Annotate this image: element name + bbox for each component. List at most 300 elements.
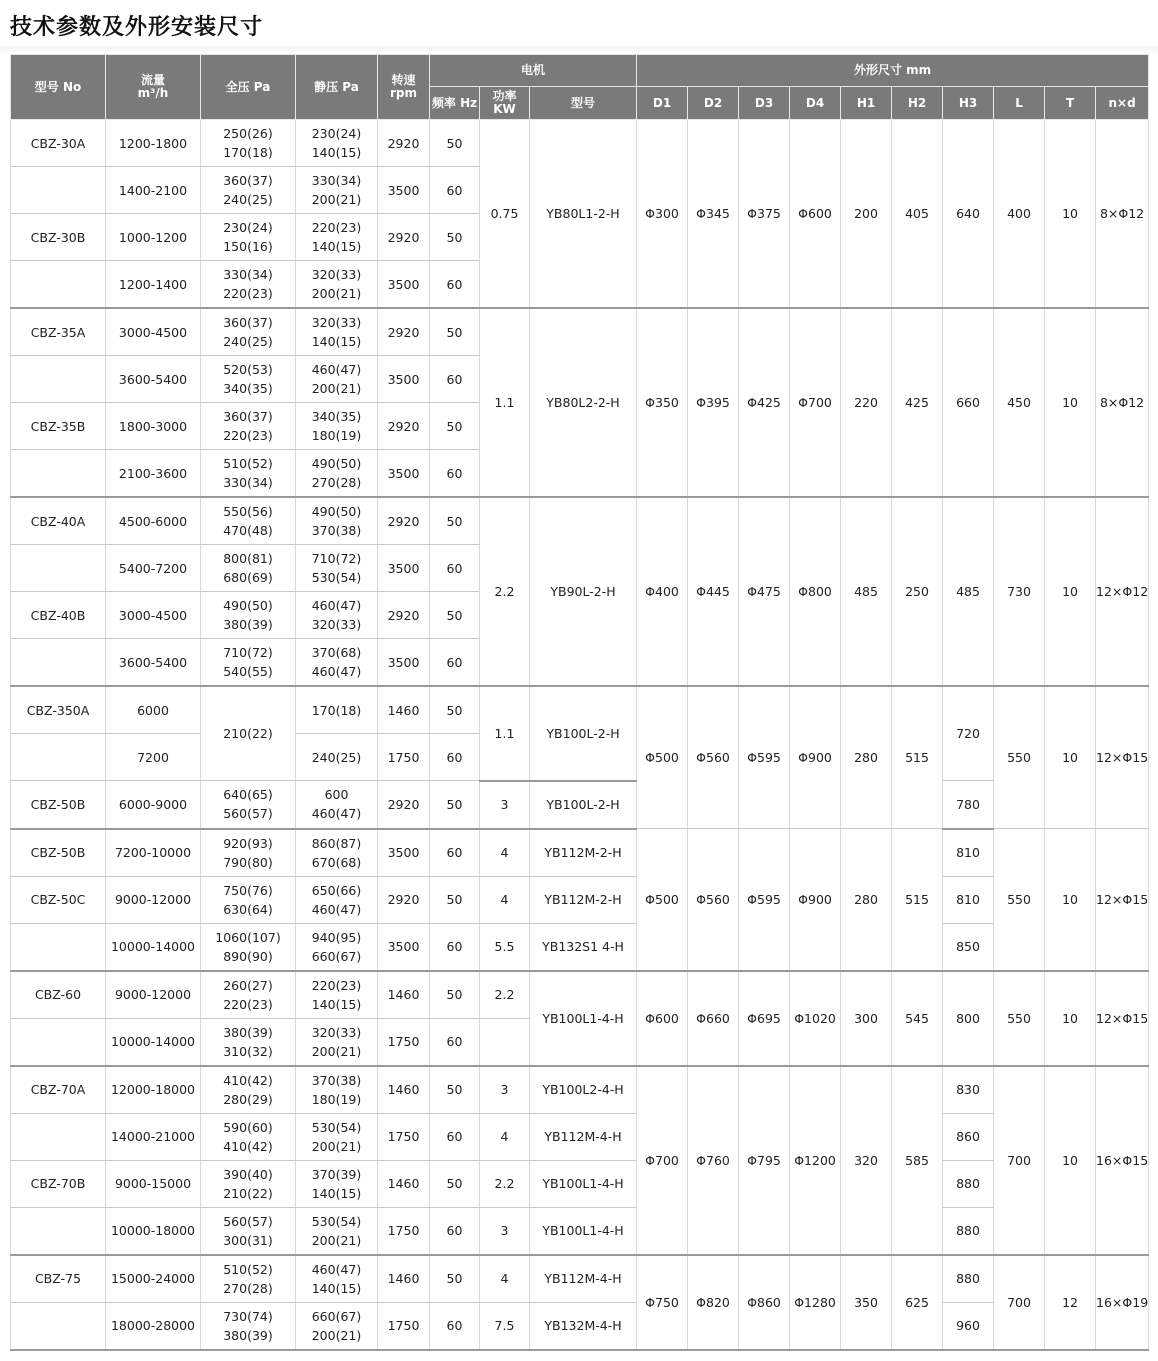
- static-pressure-cell: [296, 403, 378, 450]
- static-pressure-cell-upper: 650(66): [311, 882, 362, 898]
- total-pressure-cell-lower: 270(28): [223, 1280, 273, 1296]
- header-power-unit: KW: [493, 102, 516, 116]
- freq-cell: 60: [430, 923, 480, 971]
- dim-t-cell: 10: [1045, 120, 1096, 309]
- static-pressure-cell: [296, 734, 378, 781]
- dim-l-cell: 550: [994, 686, 1045, 829]
- dim-h3-cell: 830: [943, 1066, 994, 1114]
- total-pressure-cell-lower: 300(31): [223, 1232, 273, 1248]
- header-dimensions: 外形尺寸 mm: [637, 55, 1149, 87]
- dim-l-cell: 450: [994, 308, 1045, 497]
- static-pressure-cell: [296, 450, 378, 498]
- motor-model-cell: YB100L-2-H: [530, 781, 637, 829]
- static-pressure-cell-lower: 530(54): [311, 570, 362, 585]
- dim-nxd-cell: 16×Φ15: [1096, 1066, 1149, 1255]
- table-row: [11, 1113, 1149, 1160]
- freq-cell: 50: [430, 1066, 480, 1114]
- flow-cell: 15000-24000: [106, 1255, 201, 1303]
- rpm-cell: 2920: [378, 592, 430, 639]
- header-power-label: 功率: [492, 89, 517, 103]
- flow-cell: 6000-9000: [106, 781, 201, 829]
- flow-cell: 9000-12000: [106, 876, 201, 923]
- total-pressure-cell-lower: 560(57): [223, 806, 273, 822]
- static-pressure-cell-upper: 170(18): [311, 702, 362, 718]
- total-pressure-cell: [201, 450, 296, 498]
- total-pressure-cell-upper: 230(24): [223, 220, 273, 235]
- rpm-cell: 1460: [378, 1255, 430, 1303]
- static-pressure-cell-lower: 670(68): [311, 854, 362, 870]
- model-cell: CBZ-350A: [11, 686, 106, 734]
- freq-cell: 50: [430, 497, 480, 545]
- total-pressure-cell-lower: 330(34): [223, 475, 273, 490]
- dim-t-cell: 12: [1045, 1255, 1096, 1350]
- freq-cell: 50: [430, 592, 480, 639]
- power-cell: 1.1: [480, 686, 530, 781]
- dim-t-cell: 10: [1045, 686, 1096, 829]
- model-cell: CBZ-70B: [11, 1160, 106, 1207]
- model-cell: [11, 261, 106, 309]
- header-power: [480, 87, 530, 120]
- static-pressure-cell-upper: 460(47): [311, 1261, 362, 1277]
- dim-h3-cell: 810: [943, 829, 994, 877]
- freq-cell: 60: [430, 450, 480, 498]
- table-row: [11, 923, 1149, 971]
- static-pressure-cell: [296, 781, 378, 829]
- static-pressure-cell-upper: 220(23): [311, 977, 362, 993]
- freq-cell: 60: [430, 1207, 480, 1255]
- static-pressure-cell: [296, 1018, 378, 1066]
- static-pressure-cell-lower: 320(33): [311, 617, 362, 632]
- static-pressure-cell-upper: 370(39): [311, 1166, 362, 1182]
- total-pressure-cell-upper: 210(22): [223, 726, 273, 741]
- model-cell: [11, 356, 106, 403]
- static-pressure-cell: [296, 261, 378, 309]
- motor-model-cell: YB80L1-2-H: [530, 120, 637, 309]
- header-d3: D3: [739, 87, 790, 120]
- static-pressure-cell-upper: 600: [324, 787, 349, 803]
- model-cell: [11, 1302, 106, 1350]
- static-pressure-cell: [296, 214, 378, 261]
- power-cell: 2.2: [480, 497, 530, 686]
- flow-cell: 3600-5400: [106, 639, 201, 687]
- power-cell: 4: [480, 1255, 530, 1303]
- flow-cell: 3000-4500: [106, 308, 201, 356]
- rpm-cell: 3500: [378, 450, 430, 498]
- total-pressure-cell-upper: 590(60): [223, 1119, 273, 1135]
- freq-cell: 60: [430, 356, 480, 403]
- dim-h3-cell: 720: [943, 686, 994, 781]
- dim-d3-cell: Φ425: [739, 308, 790, 497]
- dim-d4-cell: Φ900: [790, 686, 841, 829]
- dim-h3-cell: 810: [943, 876, 994, 923]
- flow-cell: 1800-3000: [106, 403, 201, 450]
- static-pressure-cell: [296, 971, 378, 1019]
- total-pressure-cell: [201, 592, 296, 639]
- dim-h3-cell: 880: [943, 1160, 994, 1207]
- static-pressure-cell-lower: 140(15): [311, 145, 362, 160]
- total-pressure-cell-upper: 390(40): [223, 1166, 273, 1182]
- dim-d2-cell: Φ345: [688, 120, 739, 309]
- flow-cell: 12000-18000: [106, 1066, 201, 1114]
- dim-d1-cell: Φ300: [637, 120, 688, 309]
- static-pressure-cell-lower: 460(47): [311, 664, 362, 679]
- table-row: [11, 829, 1149, 877]
- power-cell: 3: [480, 1066, 530, 1114]
- static-pressure-cell-upper: 860(87): [311, 835, 362, 851]
- dim-h3-cell: 640: [943, 120, 994, 309]
- flow-cell: 5400-7200: [106, 545, 201, 592]
- header-model: 型号 No: [11, 55, 106, 120]
- model-cell: CBZ-30B: [11, 214, 106, 261]
- rpm-cell: 3500: [378, 923, 430, 971]
- header-d2: D2: [688, 87, 739, 120]
- static-pressure-cell-upper: 940(95): [311, 929, 362, 945]
- total-pressure-cell-upper: 550(56): [223, 504, 273, 519]
- rpm-cell: 1460: [378, 686, 430, 734]
- total-pressure-cell-lower: 630(64): [223, 901, 273, 917]
- static-pressure-cell-lower: 460(47): [311, 901, 362, 917]
- total-pressure-cell-lower: 170(18): [223, 145, 273, 160]
- dim-h2-cell: 515: [892, 829, 943, 971]
- freq-cell: 60: [430, 1302, 480, 1350]
- static-pressure-cell-lower: 200(21): [311, 381, 362, 396]
- dim-nxd-cell: 8×Φ12: [1096, 120, 1149, 309]
- flow-cell: 1400-2100: [106, 167, 201, 214]
- header-flow-label: 流量: [140, 73, 165, 87]
- model-cell: CBZ-50B: [11, 781, 106, 829]
- model-cell: [11, 734, 106, 781]
- flow-cell: 1200-1400: [106, 261, 201, 309]
- header-motor-model: 型号: [530, 87, 637, 120]
- table-row: [11, 1207, 1149, 1255]
- static-pressure-cell: [296, 1302, 378, 1350]
- total-pressure-cell-upper: 510(52): [223, 456, 273, 471]
- power-cell: 2.2: [480, 971, 530, 1019]
- dim-nxd-cell: 12×Φ12: [1096, 497, 1149, 686]
- dim-d4-cell: Φ800: [790, 497, 841, 686]
- flow-cell: 10000-14000: [106, 1018, 201, 1066]
- dim-d1-cell: Φ750: [637, 1255, 688, 1350]
- static-pressure-cell-lower: 370(38): [311, 523, 362, 538]
- static-pressure-cell: [296, 497, 378, 545]
- total-pressure-cell-lower: 210(22): [223, 1185, 273, 1201]
- static-pressure-cell-lower: 200(21): [311, 286, 362, 301]
- freq-cell: 50: [430, 686, 480, 734]
- dim-d2-cell: Φ445: [688, 497, 739, 686]
- power-cell: [480, 1018, 530, 1066]
- freq-cell: 60: [430, 639, 480, 687]
- static-pressure-cell-lower: 140(15): [311, 1280, 362, 1296]
- header-speed: [378, 55, 430, 120]
- power-cell: 3: [480, 781, 530, 829]
- motor-model-cell: YB112M-2-H: [530, 876, 637, 923]
- power-cell: 3: [480, 1207, 530, 1255]
- dim-l-cell: 700: [994, 1255, 1045, 1350]
- flow-cell: 3600-5400: [106, 356, 201, 403]
- total-pressure-cell-upper: 380(39): [223, 1024, 273, 1040]
- rpm-cell: 3500: [378, 545, 430, 592]
- dim-h3-cell: 880: [943, 1255, 994, 1303]
- static-pressure-cell-lower: 200(21): [311, 1043, 362, 1059]
- dim-h1-cell: 350: [841, 1255, 892, 1350]
- total-pressure-cell: [201, 876, 296, 923]
- flow-cell: 2100-3600: [106, 450, 201, 498]
- model-cell: CBZ-60: [11, 971, 106, 1019]
- static-pressure-cell: [296, 1066, 378, 1114]
- dim-d1-cell: Φ500: [637, 829, 688, 971]
- motor-model-cell: YB100L2-4-H: [530, 1066, 637, 1114]
- dim-d3-cell: Φ595: [739, 686, 790, 829]
- table-row: [11, 971, 1149, 1019]
- header-freq: 频率 Hz: [430, 87, 480, 120]
- dim-d4-cell: Φ700: [790, 308, 841, 497]
- dim-h3-cell: 880: [943, 1207, 994, 1255]
- total-pressure-cell-lower: 470(48): [223, 523, 273, 538]
- total-pressure-cell: [201, 1255, 296, 1303]
- static-pressure-cell: [296, 1255, 378, 1303]
- model-cell: CBZ-35B: [11, 403, 106, 450]
- rpm-cell: 1750: [378, 734, 430, 781]
- static-pressure-cell-lower: 180(19): [311, 1091, 362, 1107]
- dim-l-cell: 700: [994, 1066, 1045, 1255]
- total-pressure-cell-upper: 1060(107): [215, 929, 281, 945]
- total-pressure-cell-lower: 220(23): [223, 428, 273, 443]
- table-row: [11, 876, 1149, 923]
- model-cell: [11, 167, 106, 214]
- dim-l-cell: 400: [994, 120, 1045, 309]
- dim-d3-cell: Φ795: [739, 1066, 790, 1255]
- total-pressure-cell: [201, 261, 296, 309]
- dim-d3-cell: Φ375: [739, 120, 790, 309]
- total-pressure-cell-lower: 240(25): [223, 192, 273, 207]
- total-pressure-cell: [201, 1113, 296, 1160]
- static-pressure-cell-lower: 660(67): [311, 948, 362, 964]
- freq-cell: 50: [430, 214, 480, 261]
- model-cell: CBZ-70A: [11, 1066, 106, 1114]
- header-speed-label: 转速: [391, 73, 416, 87]
- static-pressure-cell-upper: 490(50): [311, 504, 362, 519]
- total-pressure-cell-lower: 680(69): [223, 570, 273, 585]
- static-pressure-cell-lower: 460(47): [311, 806, 362, 822]
- flow-cell: 18000-28000: [106, 1302, 201, 1350]
- motor-model-cell: YB112M-2-H: [530, 829, 637, 877]
- rpm-cell: 1460: [378, 1160, 430, 1207]
- rpm-cell: 3500: [378, 261, 430, 309]
- model-cell: [11, 1018, 106, 1066]
- rpm-cell: 2920: [378, 876, 430, 923]
- motor-model-cell: YB100L-2-H: [530, 686, 637, 781]
- dim-h1-cell: 485: [841, 497, 892, 686]
- freq-cell: 50: [430, 403, 480, 450]
- static-pressure-cell-upper: 460(47): [311, 362, 362, 377]
- table-row: [11, 497, 1149, 545]
- static-pressure-cell: [296, 686, 378, 734]
- rpm-cell: 1460: [378, 1066, 430, 1114]
- freq-cell: 50: [430, 971, 480, 1019]
- static-pressure-cell-lower: 200(21): [311, 1232, 362, 1248]
- model-cell: [11, 1113, 106, 1160]
- total-pressure-cell-upper: 360(37): [223, 315, 273, 330]
- header-h1: H1: [841, 87, 892, 120]
- dim-h1-cell: 200: [841, 120, 892, 309]
- total-pressure-cell-lower: 380(39): [223, 617, 273, 632]
- static-pressure-cell-lower: 140(15): [311, 1185, 362, 1201]
- freq-cell: 60: [430, 261, 480, 309]
- freq-cell: 50: [430, 876, 480, 923]
- dim-h3-cell: 485: [943, 497, 994, 686]
- total-pressure-cell-lower: 150(16): [223, 239, 273, 254]
- rpm-cell: 1750: [378, 1207, 430, 1255]
- table-row: [11, 1160, 1149, 1207]
- static-pressure-cell: [296, 1113, 378, 1160]
- dim-t-cell: 10: [1045, 829, 1096, 971]
- dim-t-cell: 10: [1045, 1066, 1096, 1255]
- dim-h1-cell: 220: [841, 308, 892, 497]
- dim-d1-cell: Φ400: [637, 497, 688, 686]
- rpm-cell: 3500: [378, 639, 430, 687]
- static-pressure-cell-upper: 220(23): [311, 220, 362, 235]
- dim-d1-cell: Φ700: [637, 1066, 688, 1255]
- dim-d4-cell: Φ1200: [790, 1066, 841, 1255]
- dim-d1-cell: Φ600: [637, 971, 688, 1066]
- total-pressure-cell: [201, 497, 296, 545]
- table-row: [11, 308, 1149, 356]
- total-pressure-cell: [201, 120, 296, 167]
- dim-h2-cell: 250: [892, 497, 943, 686]
- motor-model-cell: YB100L1-4-H: [530, 1207, 637, 1255]
- total-pressure-cell-upper: 360(37): [223, 409, 273, 424]
- power-cell: 7.5: [480, 1302, 530, 1350]
- header-h3: H3: [943, 87, 994, 120]
- dim-h2-cell: 545: [892, 971, 943, 1066]
- power-cell: 1.1: [480, 308, 530, 497]
- model-cell: CBZ-40A: [11, 497, 106, 545]
- model-cell: [11, 923, 106, 971]
- dim-h1-cell: 300: [841, 971, 892, 1066]
- static-pressure-cell-upper: 330(34): [311, 173, 362, 188]
- motor-model-cell: YB112M-4-H: [530, 1255, 637, 1303]
- motor-model-cell: YB90L-2-H: [530, 497, 637, 686]
- freq-cell: 60: [430, 734, 480, 781]
- static-pressure-cell: [296, 120, 378, 167]
- static-pressure-cell-upper: 340(35): [311, 409, 362, 424]
- dim-h3-cell: 850: [943, 923, 994, 971]
- static-pressure-cell-upper: 710(72): [311, 551, 362, 566]
- header-nxd: n×d: [1096, 87, 1149, 120]
- total-pressure-cell-lower: 380(39): [223, 1327, 273, 1343]
- dim-nxd-cell: 12×Φ15: [1096, 829, 1149, 971]
- model-cell: CBZ-50C: [11, 876, 106, 923]
- table-row: [11, 686, 1149, 734]
- total-pressure-cell-lower: 890(90): [223, 948, 273, 964]
- total-pressure-cell-upper: 640(65): [223, 787, 273, 803]
- freq-cell: 50: [430, 1160, 480, 1207]
- total-pressure-cell-upper: 920(93): [223, 835, 273, 851]
- rpm-cell: 1750: [378, 1018, 430, 1066]
- dim-h2-cell: 585: [892, 1066, 943, 1255]
- dim-l-cell: 730: [994, 497, 1045, 686]
- total-pressure-cell: [201, 214, 296, 261]
- model-cell: [11, 450, 106, 498]
- static-pressure-cell: [296, 545, 378, 592]
- dim-h3-cell: 780: [943, 781, 994, 829]
- flow-cell: 10000-14000: [106, 923, 201, 971]
- total-pressure-cell-upper: 510(52): [223, 1261, 273, 1277]
- dim-h2-cell: 625: [892, 1255, 943, 1350]
- total-pressure-cell-upper: 360(37): [223, 173, 273, 188]
- total-pressure-cell: [201, 1018, 296, 1066]
- model-cell: CBZ-30A: [11, 120, 106, 167]
- table-row: [11, 1302, 1149, 1350]
- total-pressure-cell-upper: 750(76): [223, 882, 273, 898]
- power-cell: 4: [480, 876, 530, 923]
- page-title: 技术参数及外形安装尺寸: [10, 15, 264, 40]
- total-pressure-cell: [201, 308, 296, 356]
- spec-table-body: [11, 120, 1149, 1350]
- header-l: L: [994, 87, 1045, 120]
- total-pressure-cell: [201, 1207, 296, 1255]
- header-flow-unit: m³/h: [137, 86, 169, 100]
- flow-cell: 9000-12000: [106, 971, 201, 1019]
- table-row: [11, 781, 1149, 829]
- rpm-cell: 3500: [378, 167, 430, 214]
- total-pressure-cell-lower: 410(42): [223, 1138, 273, 1154]
- dim-h3-cell: 800: [943, 971, 994, 1066]
- freq-cell: 50: [430, 308, 480, 356]
- total-pressure-cell-upper: 490(50): [223, 598, 273, 613]
- static-pressure-cell-lower: 200(21): [311, 1138, 362, 1154]
- spec-table: [10, 54, 1149, 1351]
- flow-cell: 3000-4500: [106, 592, 201, 639]
- title-divider: [0, 46, 1158, 54]
- header-d4: D4: [790, 87, 841, 120]
- total-pressure-cell-upper: 250(26): [223, 126, 273, 141]
- total-pressure-cell-upper: 330(34): [223, 267, 273, 282]
- static-pressure-cell: [296, 829, 378, 877]
- freq-cell: 50: [430, 1255, 480, 1303]
- dim-h3-cell: 960: [943, 1302, 994, 1350]
- total-pressure-cell-lower: 540(55): [223, 664, 273, 679]
- static-pressure-cell-upper: 240(25): [311, 749, 362, 765]
- static-pressure-cell-upper: 320(33): [311, 315, 362, 330]
- dim-h3-cell: 860: [943, 1113, 994, 1160]
- dim-d4-cell: Φ1020: [790, 971, 841, 1066]
- dim-d2-cell: Φ560: [688, 686, 739, 829]
- motor-model-cell: YB112M-4-H: [530, 1113, 637, 1160]
- freq-cell: 60: [430, 1018, 480, 1066]
- static-pressure-cell-upper: 530(54): [311, 1213, 362, 1229]
- flow-cell: 9000-15000: [106, 1160, 201, 1207]
- static-pressure-cell-upper: 370(68): [311, 645, 362, 660]
- total-pressure-cell: [201, 829, 296, 877]
- static-pressure-cell-lower: 200(21): [311, 192, 362, 207]
- rpm-cell: 1460: [378, 971, 430, 1019]
- total-pressure-cell: [201, 781, 296, 829]
- dim-d2-cell: Φ760: [688, 1066, 739, 1255]
- power-cell: 4: [480, 1113, 530, 1160]
- rpm-cell: 3500: [378, 356, 430, 403]
- table-row: [11, 1066, 1149, 1114]
- dim-l-cell: 550: [994, 829, 1045, 971]
- total-pressure-cell-lower: 340(35): [223, 381, 273, 396]
- header-total-pressure: 全压 Pa: [201, 55, 296, 120]
- static-pressure-cell: [296, 592, 378, 639]
- dim-nxd-cell: 12×Φ15: [1096, 971, 1149, 1066]
- dim-t-cell: 10: [1045, 308, 1096, 497]
- static-pressure-cell-lower: 270(28): [311, 475, 362, 490]
- total-pressure-cell-upper: 410(42): [223, 1072, 273, 1088]
- dim-nxd-cell: 8×Φ12: [1096, 308, 1149, 497]
